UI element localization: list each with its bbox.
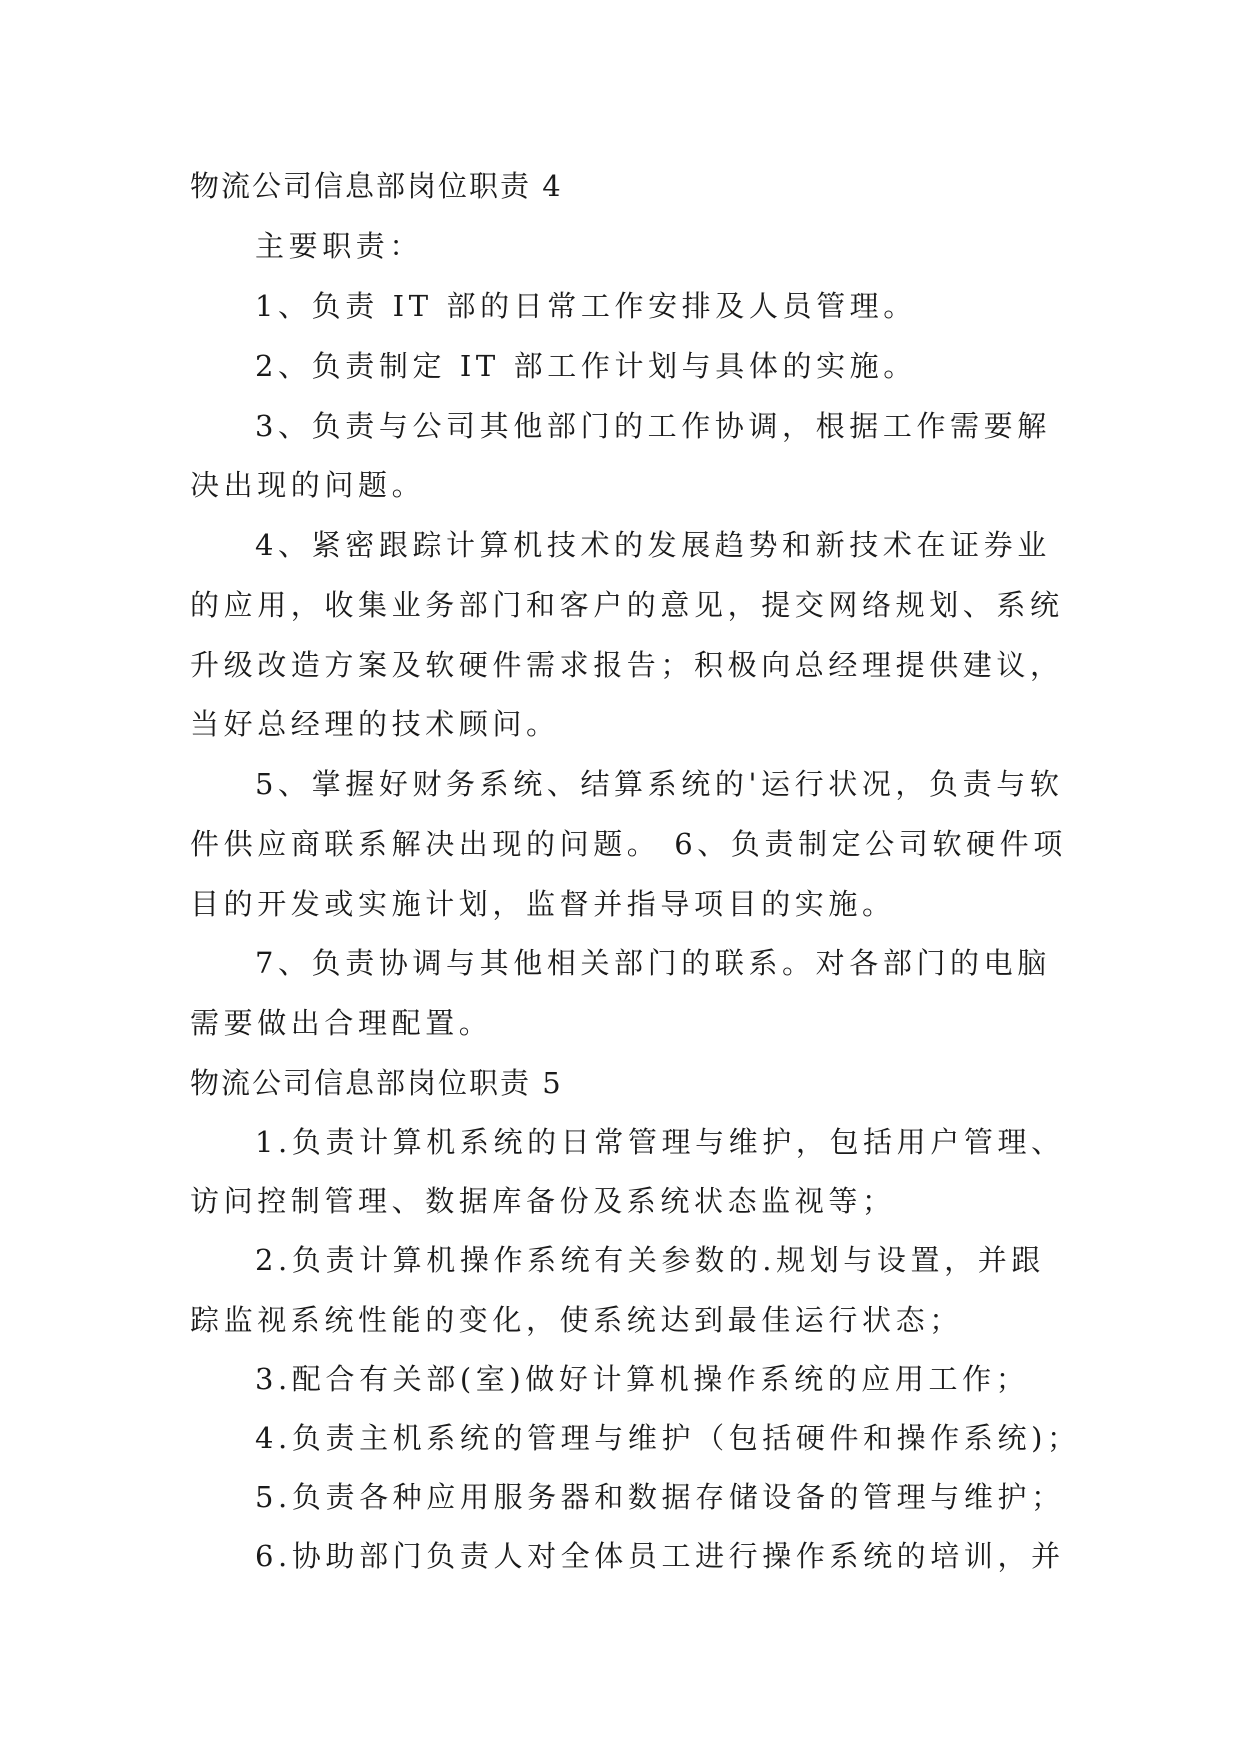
paragraph-line: 2、负责制定 IT 部工作计划与具体的实施。 <box>255 349 917 383</box>
section-title-4: 物流公司信息部岗位职责 4 <box>190 169 563 203</box>
paragraph-line: 的应用，收集业务部门和客户的意见，提交网络规划、系统 <box>190 588 1064 622</box>
paragraph-line: 3、负责与公司其他部门的工作协调，根据工作需要解 <box>255 409 1051 443</box>
paragraph-line: 决出现的问题。 <box>190 468 426 502</box>
paragraph-line: 目的开发或实施计划，监督并指导项目的实施。 <box>190 887 896 921</box>
paragraph-line: 5、掌握好财务系统、结算系统的'运行状况，负责与软 <box>255 767 1064 801</box>
section-title-5: 物流公司信息部岗位职责 5 <box>190 1066 563 1100</box>
paragraph-line: 访问控制管理、数据库备份及系统状态监视等； <box>190 1184 896 1218</box>
paragraph-line: 6.协助部门负责人对全体员工进行操作系统的培训，并 <box>255 1539 1065 1573</box>
paragraph-line: 2.负责计算机操作系统有关参数的.规划与设置，并跟 <box>255 1243 1045 1277</box>
paragraph-line: 踪监视系统性能的变化，使系统达到最佳运行状态； <box>190 1303 963 1337</box>
paragraph-line: 1、负责 IT 部的日常工作安排及人员管理。 <box>255 289 917 323</box>
paragraph-line: 3.配合有关部(室)做好计算机操作系统的应用工作； <box>255 1362 1030 1396</box>
paragraph-line: 件供应商联系解决出现的问题。 6、负责制定公司软硬件项 <box>190 827 1067 861</box>
paragraph-line: 4.负责主机系统的管理与维护（包括硬件和操作系统)； <box>255 1421 1081 1455</box>
paragraph-line: 5.负责各种应用服务器和数据存储设备的管理与维护； <box>255 1480 1065 1514</box>
paragraph-line: 1.负责计算机系统的日常管理与维护，包括用户管理、 <box>255 1125 1065 1159</box>
paragraph-line: 7、负责协调与其他相关部门的联系。对各部门的电脑 <box>255 946 1051 980</box>
paragraph-line: 主要职责： <box>255 229 424 263</box>
paragraph-line: 需要做出合理配置。 <box>190 1006 493 1040</box>
paragraph-line: 当好总经理的技术顾问。 <box>190 707 560 741</box>
paragraph-line: 4、紧密跟踪计算机技术的发展趋势和新技术在证券业 <box>255 528 1051 562</box>
paragraph-line: 升级改造方案及软硬件需求报告；积极向总经理提供建议， <box>190 648 1064 682</box>
